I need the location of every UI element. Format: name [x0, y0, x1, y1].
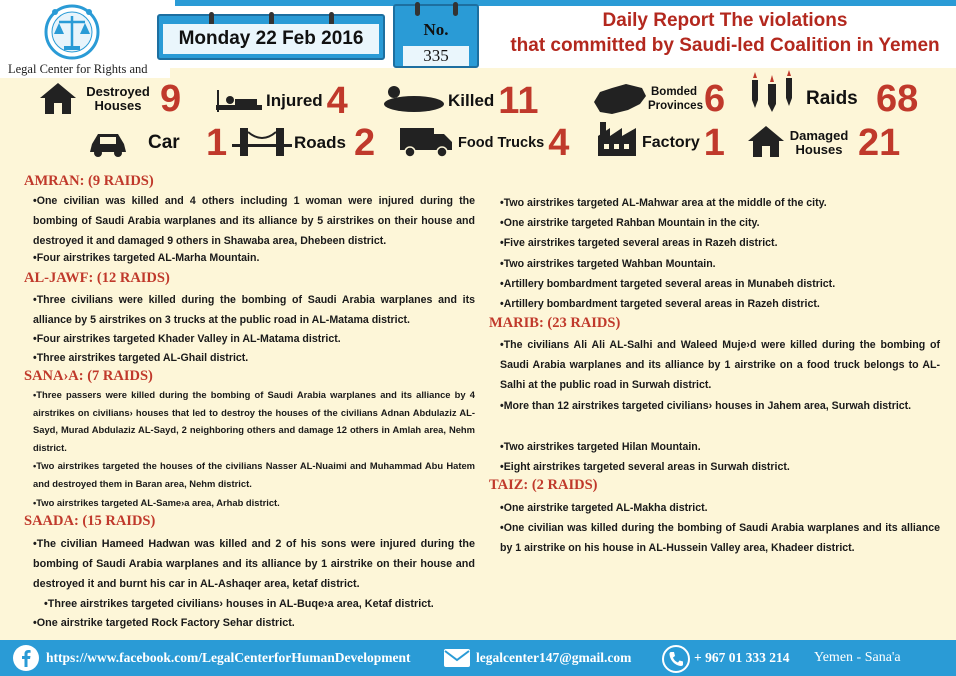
list-item: •Three airstrikes targeted AL-Ghail district. — [33, 352, 249, 364]
list-item: •Five airstrikes targeted several areas in Razeh district. — [500, 237, 778, 249]
bridge-icon — [232, 126, 292, 158]
report-number-tab — [393, 4, 479, 68]
stat-label: Factory — [642, 134, 700, 151]
stat-bombed-provinces — [648, 80, 725, 118]
facebook-link[interactable]: https://www.facebook.com/LegalCenterforHumanDevelopment — [46, 650, 411, 665]
header-stripe — [175, 0, 956, 6]
killed-person-icon — [382, 84, 446, 114]
stat-value: 9 — [160, 78, 182, 120]
list-item: •Four airstrikes targeted AL-Marha Mountain. — [33, 252, 260, 264]
stat-label: Raids — [806, 88, 858, 109]
list-item: •Two airstrikes targeted AL-Same›a area, Arhab district. — [33, 497, 280, 508]
email-link[interactable]: legalcenter147@gmail.com — [476, 650, 632, 665]
phone-number: + 967 01 333 214 — [694, 650, 790, 665]
list-item: •Eight airstrikes targeted several areas in Surwah district. — [500, 461, 790, 473]
list-item: •One civilian was killed and 4 others including 1 woman were injured during the bombing of Saudi Arabia warplanes and its alliance by 5 airstrikes on their house and destroyed it and damaged 9 others in Shawaba area, Dhebeen district. — [33, 195, 475, 247]
justice-scale-icon — [42, 4, 102, 62]
stat-label: Damaged Houses — [789, 128, 849, 157]
stat-value: 21 — [858, 122, 901, 164]
list-item: •Two airstrikes targeted AL-Mahwar area at the middle of the city. — [500, 197, 827, 209]
list-item: •One airstrike targeted AL-Makha district. — [500, 502, 708, 514]
house-icon — [38, 80, 78, 116]
section-title-sanaa: SANA›A: (7 RAIDS) — [24, 368, 153, 384]
organization-name: Legal Center for Rights and — [8, 62, 148, 76]
footer-bar — [0, 640, 956, 676]
stat-label: Bomded Provinces — [648, 86, 703, 112]
list-item: •Two airstrikes targeted Hilan Mountain. — [500, 441, 701, 453]
date-tab — [157, 14, 385, 60]
stat-destroyed-houses — [80, 80, 181, 118]
yemen-map-icon — [592, 82, 648, 116]
list-item: •More than 12 airstrikes targeted civilians› houses in Jahem area, Surwah district. — [500, 400, 912, 412]
list-item: •One civilian was killed during the bombing of Saudi Arabia warplanes and its alliance by 1 airstrike on his house in AL-Hussein Valley area, Khadeer district. — [500, 522, 940, 554]
stat-car — [148, 124, 227, 162]
stat-label: Food Trucks — [458, 135, 545, 151]
report-number-label: No. — [423, 20, 449, 39]
email-icon — [442, 646, 472, 670]
ring-binder-icon — [415, 2, 420, 16]
list-item: •Two airstrikes targeted the houses of the civilians Nasser AL-Nuaimi and Muhammad Abu Hatem and destroyed them in Baran area, Nehm district. — [33, 460, 475, 489]
stat-value: 4 — [326, 80, 348, 122]
house-icon — [746, 124, 786, 158]
list-item: •The civilian Hameed Hadwan was killed and 2 of his sons were injured during the bombing of Saudi Arabia warplanes and its alliance by 1 airstrike on their house and destroyed it and burnt his car in AL-Ashaqer area, ketaf district. — [33, 538, 475, 590]
stat-value: 6 — [704, 78, 726, 120]
section-title-saada: SAADA: (15 RAIDS) — [24, 513, 156, 529]
stat-label: Car — [148, 132, 180, 153]
report-title — [500, 8, 950, 58]
section-title-taiz: TAIZ: (2 RAIDS) — [489, 477, 598, 493]
list-item: •The civilians Ali Ali AL-Salhi and Waleed Muje›d were killed during the bombing of Saudi Arabia warplanes and its alliance by 1 airstrike on a food truck belongs to AL-Salhi at the public road in Surwah district. — [500, 339, 940, 391]
stat-value: 68 — [876, 78, 919, 120]
stat-killed — [448, 82, 538, 120]
stat-label: Roads — [294, 133, 346, 152]
organization-logo — [0, 0, 170, 78]
ring-binder-icon — [453, 2, 458, 16]
section-title-marib: MARIB: (23 RAIDS) — [489, 315, 621, 331]
section-title-amran: AMRAN: (9 RAIDS) — [24, 173, 154, 189]
factory-icon — [596, 118, 638, 158]
stat-roads — [294, 124, 375, 162]
missiles-icon — [746, 70, 802, 116]
report-number: 335 — [403, 46, 469, 66]
stat-value: 1 — [206, 122, 228, 164]
list-item: •Four airstrikes targeted Khader Valley in AL-Matama district. — [33, 333, 341, 345]
stat-factory — [642, 124, 725, 162]
phone-icon — [662, 645, 690, 673]
stat-label: Injured — [266, 91, 323, 110]
car-icon — [88, 130, 128, 158]
stat-label: Killed — [448, 91, 495, 110]
stat-raids — [806, 80, 918, 118]
stat-value: 1 — [703, 122, 725, 164]
report-title-line2: that committed by Saudi-led Coalition in Yemen — [510, 35, 940, 56]
list-item: •Three civilians were killed during the bombing of Saudi Arabia warplanes and its alliance by 5 airstrikes on 3 trucks at the public road in AL-Matama district. — [33, 294, 475, 326]
report-date: Monday 22 Feb 2016 — [163, 24, 379, 54]
injured-person-icon — [212, 88, 264, 114]
truck-icon — [398, 126, 454, 158]
stat-food-trucks — [458, 124, 569, 162]
stat-value: 2 — [354, 122, 376, 164]
section-title-al-jawf: AL-JAWF: (12 RAIDS) — [24, 270, 170, 286]
location: Yemen - Sana'a — [814, 650, 901, 665]
list-item: •Three passers were killed during the bombing of Saudi Arabia warplanes and its alliance by 4 airstrikes on civilians› houses that led to destroy the houses of the civilians Adnan Abdulaziz AL-Sayd, Murad Abdulaziz AL-Sayd, 2 neighboring others and damage 12 others in Amlah area, Nehm district. — [33, 389, 475, 453]
list-item: •One airstrike targeted Rock Factory Sehar district. — [33, 617, 295, 629]
stat-injured — [266, 82, 348, 120]
list-item: •Artillery bombardment targeted several areas in Munabeh district. — [500, 278, 836, 290]
stat-value: 11 — [498, 80, 539, 122]
stat-label: Destroyed Houses — [86, 84, 150, 113]
report-title-line1: Daily Report The violations — [602, 10, 848, 31]
list-item: •Two airstrikes targeted Wahban Mountain. — [500, 258, 716, 270]
list-item: •Three airstrikes targeted civilians› houses in AL-Buqe›a area, Ketaf district. — [44, 598, 434, 610]
list-item: •One airstrike targeted Rahban Mountain in the city. — [500, 217, 760, 229]
list-item: •Artillery bombardment targeted several areas in Razeh district. — [500, 298, 820, 310]
stat-damaged-houses — [784, 124, 900, 162]
stat-value: 4 — [548, 122, 570, 164]
facebook-icon[interactable] — [12, 644, 40, 672]
